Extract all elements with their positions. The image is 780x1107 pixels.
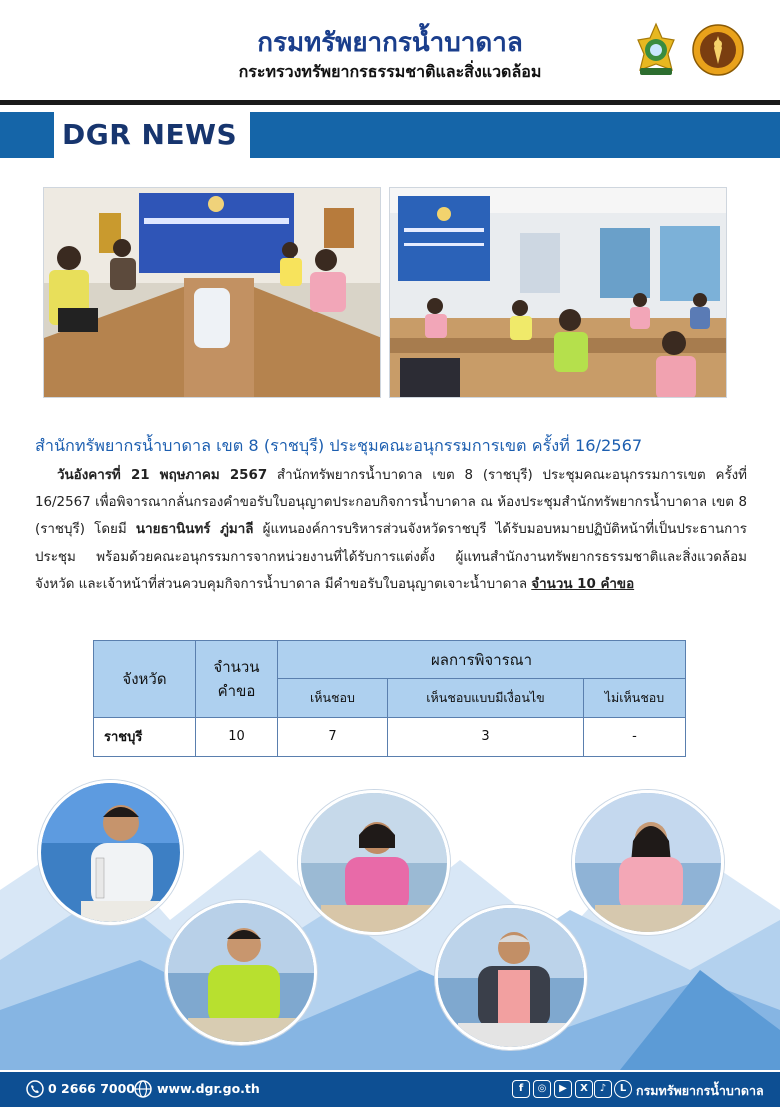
table-row bbox=[94, 717, 686, 756]
news-label: DGR NEWS bbox=[62, 118, 238, 151]
dgr-emblem-icon bbox=[628, 20, 684, 80]
article-body-part1: สำนักทรัพยากรน้ำบาดาล เขต 8 (ราชบุรี) ประชุมคณะอนุกรรมการเขต ครั้งที่ 16/2567 เพื่อพิจารณากลั่นกรองคำขอรับใบอนุญาตประกอบกิจการน้ำบาดาล ณ ห้องประชุมสำนักทรัพยากรน้ำบาดาล เขต 8 (ราชบุรี) โดยมี bbox=[35, 468, 747, 538]
portrait-3 bbox=[572, 790, 724, 935]
header-conditional: เห็นชอบแบบมีเงื่อนไข bbox=[388, 679, 584, 717]
cell-conditional: 3 bbox=[388, 717, 584, 756]
meeting-photo-right bbox=[389, 187, 727, 398]
portrait-5 bbox=[435, 905, 587, 1050]
cell-province: ราชบุรี bbox=[94, 717, 196, 756]
portrait-2 bbox=[298, 790, 450, 935]
tiktok-icon[interactable]: ♪ bbox=[594, 1080, 612, 1098]
meeting-photo-left bbox=[43, 187, 381, 398]
ministry-subtitle: กระทรวงทรัพยากรธรรมชาติและสิ่งแวดล้อม bbox=[238, 62, 542, 81]
header-count-line2: คำขอ bbox=[217, 681, 256, 700]
portrait-1 bbox=[38, 780, 183, 925]
footer-website[interactable]: www.dgr.go.th bbox=[157, 1081, 260, 1096]
article-body bbox=[35, 462, 747, 598]
portrait-4 bbox=[165, 900, 317, 1045]
header-province: จังหวัด bbox=[94, 641, 196, 718]
request-count: จำนวน 10 คำขอ bbox=[531, 576, 635, 592]
article-body-part2: ผู้แทนองค์การบริหารส่วนจังหวัดราชบุรี ได้รับมอบหมายปฏิบัติหน้าที่เป็นประธานการประชุม พร้อมด้วยคณะอนุกรรมการจากหน่วยงานที่ได้รับการแต่งตั้ง ผู้แทนสำนักงานทรัพยากรธรรมชาติและสิ่งแวดล้อมจังหวัด และเจ้าหน้าที่ส่วนควบคุมกิจการน้ำบาดาล มีคำขอรับใบอนุญาตเจาะน้ำบาดาล bbox=[35, 522, 747, 592]
header-count bbox=[196, 641, 278, 718]
header-result: ผลการพิจารณา bbox=[278, 641, 686, 679]
twitter-x-icon[interactable]: X bbox=[575, 1080, 593, 1098]
org-title: กรมทรัพยากรน้ำบาดาล bbox=[257, 28, 523, 58]
cell-count: 10 bbox=[196, 717, 278, 756]
cell-approve: 7 bbox=[278, 717, 388, 756]
page-header bbox=[0, 0, 780, 100]
youtube-icon[interactable]: ▶ bbox=[554, 1080, 572, 1098]
instagram-icon[interactable]: ◎ bbox=[533, 1080, 551, 1098]
cell-reject: - bbox=[584, 717, 686, 756]
ministry-emblem-icon bbox=[690, 20, 746, 80]
globe-icon bbox=[134, 1080, 152, 1098]
phone-icon bbox=[26, 1080, 44, 1098]
header-divider bbox=[0, 100, 780, 105]
footer-phone[interactable]: 0 2666 7000 bbox=[48, 1081, 135, 1096]
article-date: วันอังคารที่ 21 พฤษภาคม 2567 bbox=[57, 468, 268, 483]
line-icon[interactable]: L bbox=[614, 1080, 632, 1098]
footer-brand: กรมทรัพยากรน้ำบาดาล bbox=[636, 1083, 764, 1098]
header-count-line1: จำนวน bbox=[213, 657, 260, 676]
header-approve: เห็นชอบ bbox=[278, 679, 388, 717]
chair-name: นายธานินทร์ ภู่มาลี bbox=[135, 522, 254, 538]
results-table bbox=[93, 640, 686, 757]
article-headline: สำนักทรัพยากรน้ำบาดาล เขต 8 (ราชบุรี) ประชุมคณะอนุกรรมการเขต ครั้งที่ 16/2567 bbox=[35, 436, 643, 455]
header-reject: ไม่เห็นชอบ bbox=[584, 679, 686, 717]
facebook-icon[interactable]: f bbox=[512, 1080, 530, 1098]
